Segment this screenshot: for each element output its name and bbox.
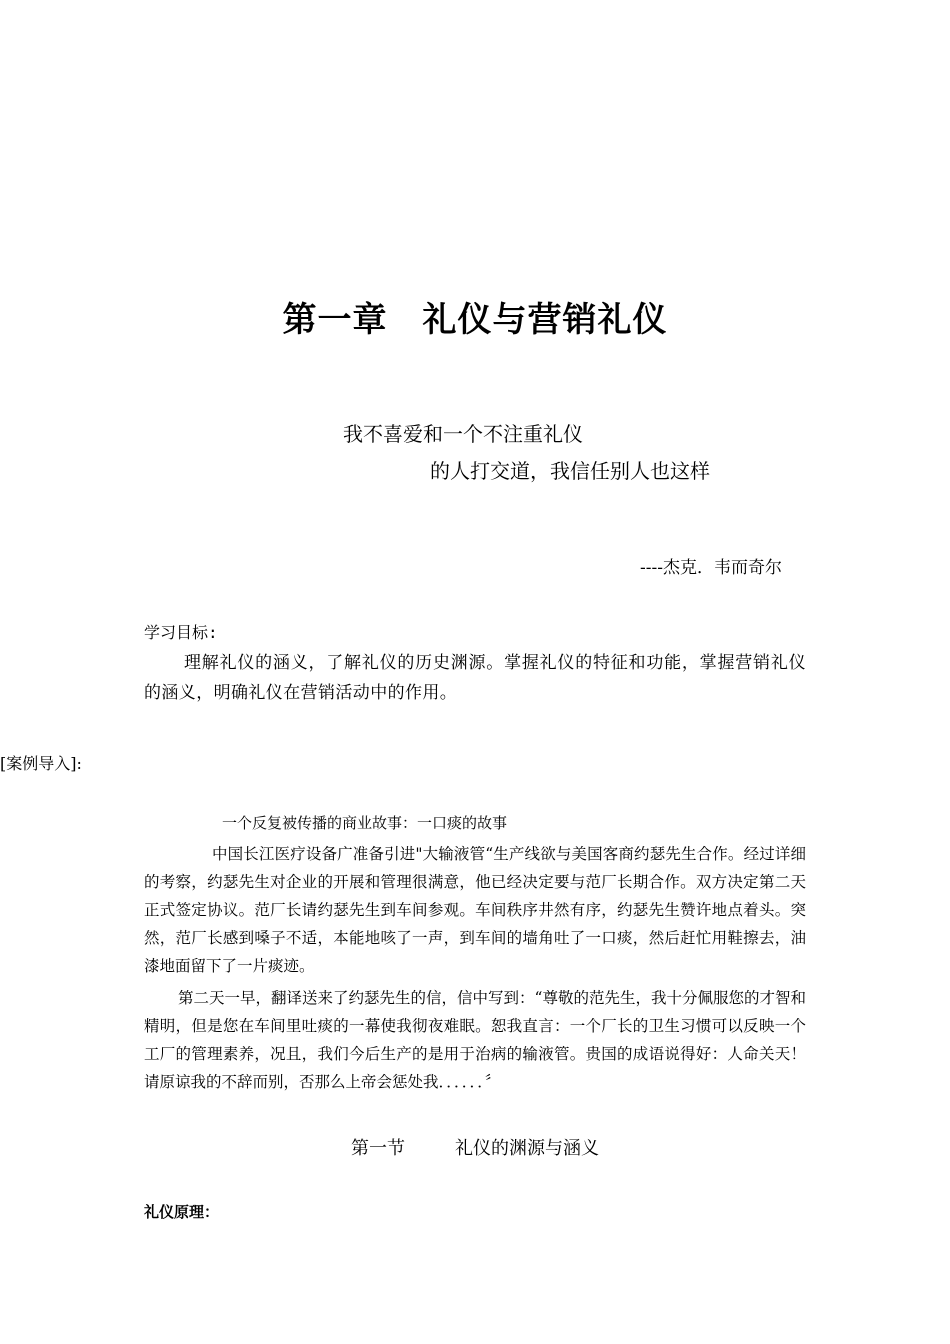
section-number: 第一节	[351, 1138, 405, 1159]
section-heading	[0, 1134, 950, 1160]
case-paragraph-1: 中国长江医疗设备广准备引进"大输液管“生产线欲与美国客商约瑟先生合作。经过详细的考察，约瑟先生对企业的开展和管理很满意，他已经决定要与范厂长期合作。双方决定第二天正式签定协议。范厂长请约瑟先生到车间参观。车间秩序井然有序，约瑟先生赞许地点着头。突然，范厂长感到嗓子不适，本能地咳了一声，到车间的墙角吐了一口痰，然后赶忙用鞋擦去，油漆地面留下了一片痰迹。	[144, 845, 806, 975]
chapter-title: 第一章 礼仪与营销礼仪	[282, 300, 668, 340]
learning-goals-label: 学习目标:	[144, 623, 218, 642]
case-story-title: 一个反复被传播的商业故事：一口痰的故事	[222, 814, 508, 832]
principle-label: 礼仪原理：	[144, 1203, 220, 1221]
case-paragraph-2: 第二天一早，翻译送来了约瑟先生的信，信中写到：“尊敬的范先生，我十分佩服您的才智和精明，但是您在车间里吐痰的一幕使我彻夜难眠。恕我直言：一个厂长的卫生习惯可以反映一个工厂的管理素养，况且，我们今后生产的是用于治病的输液管。贵国的成语说得好：人命关天！请原谅我的不辞而别，否那么上帝会惩处我．．．．．．〞	[144, 989, 806, 1091]
epigraph-line-1: 我不喜爱和一个不注重礼仪	[343, 422, 583, 446]
case-intro-label: [案例导入]:	[0, 754, 82, 773]
epigraph-attribution: ----杰克．韦而奇尔	[640, 558, 782, 578]
epigraph-line-2: 的人打交道，我信任别人也这样	[430, 459, 710, 483]
section-title: 礼仪的渊源与涵义	[455, 1138, 599, 1159]
learning-goals-text: 理解礼仪的涵义，了解礼仪的历史渊源。掌握礼仪的特征和功能，掌握营销礼仪的涵义，明确礼仪在营销活动中的作用。	[144, 653, 806, 703]
